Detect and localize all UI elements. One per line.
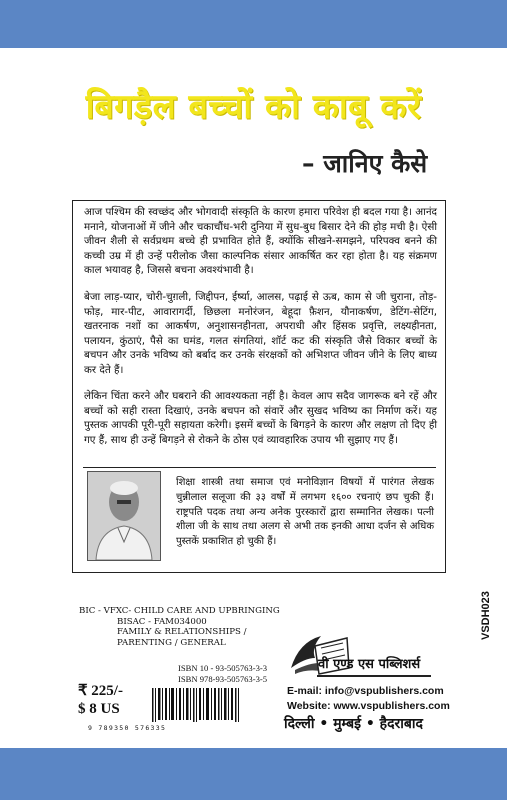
book-code: VSDH023 xyxy=(480,591,492,640)
category-line: FAMILY & RELATIONSHIPS / xyxy=(117,627,247,638)
blurb-paragraph-2: बेजा लाड़-प्यार, चोरी-चुग़ली, जिद्दीपन, ईर्ष्या, आलस, पढ़ाई से ऊब, काम से जी चुराना, तोड़-फोड़, मार-पीट, आवारागर्दी, छिछला मनोरंजन, बेहूदा फ़ैशन, यौनाकर्षण, डेटिंग-सेटिंग, खतरनाक नशों का आकर्षण, अनुशासनहीनता, अपराधी और हिंसक प्रवृत्ति, लक्ष्यहीनता, पलायन, कुंठाएं, पैसे का घमंड, गलत संगतियां, शॉर्ट कट की संस्कृति जैसे विकार बच्चों के बचपन और उनके भविष्य को बर्बाद कर उनके संरक्षकों को अभिशप्त जीवन जीने के लिए बाध्य कर देते हैं। xyxy=(84,291,437,376)
publisher-email: E-mail: info@vspublishers.com xyxy=(287,685,444,697)
isbn-10: ISBN 10 - 93-505763-3-3 xyxy=(178,663,268,673)
barcode-number: 9 789350 576335 xyxy=(88,724,167,732)
bic-classification xyxy=(79,606,289,648)
isbn-block xyxy=(178,663,267,684)
author-photo xyxy=(87,471,161,561)
blurb-paragraph-3: लेकिन चिंता करने और घबराने की आवश्यकता नहीं है। केवल आप सदैव जागरूक बने रहें और बच्चों को सही रास्ता दिखाएं, उनके बचपन को संवारें और सुखद भविष्य का निर्माण करें। यह पुस्तक आपकी पूरी-पूरी सहायता करेगी। इसमें बच्चों के बिगड़ने के कारण और लक्षण तो दिए ही गए हैं, साथ ही उन्हें बिगड़ने से रोकने के ठोस एवं व्यावहारिक उपाय भी सुझाए गए हैं। xyxy=(84,390,437,446)
publisher-cities: दिल्ली • मुम्बई • हैदराबाद xyxy=(284,716,423,732)
barcode xyxy=(78,688,278,722)
publisher-name: वी एण्ड एस पब्लिशर्स xyxy=(318,657,421,672)
book-title: बिगड़ैल बच्चों को काबू करें xyxy=(85,87,422,127)
publisher-website: Website: www.vspublishers.com xyxy=(287,700,450,712)
blurb-paragraph-1: आज पश्चिम की स्वच्छंद और भोगवादी संस्कृति के कारण हमारा परिवेश ही बदल गया है। आनंद मनाने, योजनाओं में जीने और चकाचौंध-भरी दुनिया में सुध-बुध बिसार देने की होड़ मची है। ऐसी जीवन शैली से सर्वप्रथम बच्चे ही प्रभावित होते हैं, क्योंकि सीखने-समझने, परिपक्व बनने की कच्ची उम्र में ही उन्हें परीलोक जैसा काल्पनिक संसार आकर्षित कर रहा होता है। यह संक्रमण काल भयावह है, जिससे बचना अवश्यंभावी है। xyxy=(84,206,437,277)
price-usd: $ 8 US xyxy=(78,701,120,717)
author-bio: शिक्षा शास्त्री तथा समाज एवं मनोविज्ञान विषयों में पारंगत लेखक चुन्नीलाल सलूजा की ३३ वर्षों में लगभग १६०० रचनाएं छप चुकी हैं। राष्ट्रपति पदक तथा अन्य अनेक पुरस्कारों द्वारा सम्मानित लेखक। पत्नी शीला जी के साथ तथा अलग से अभी तक इनकी आधा दर्जन से अधिक पुस्तकें प्रकाशित हो चुकी हैं। xyxy=(176,477,434,548)
isbn-13: ISBN 978-93-505763-3-5 xyxy=(178,673,268,684)
book-subtitle: – जानिए कैसे xyxy=(302,149,428,178)
bisac-line: BISAC - FAM034000 xyxy=(117,616,207,627)
top-color-band xyxy=(0,0,507,48)
bottom-color-band xyxy=(0,748,507,800)
publisher-contact xyxy=(287,684,450,714)
subcategory-line: PARENTING / GENERAL xyxy=(117,637,226,648)
bic-line: BIC - VFXC- CHILD CARE AND UPBRINGING xyxy=(79,606,280,616)
price-inr: ₹ 225/- xyxy=(78,683,123,699)
